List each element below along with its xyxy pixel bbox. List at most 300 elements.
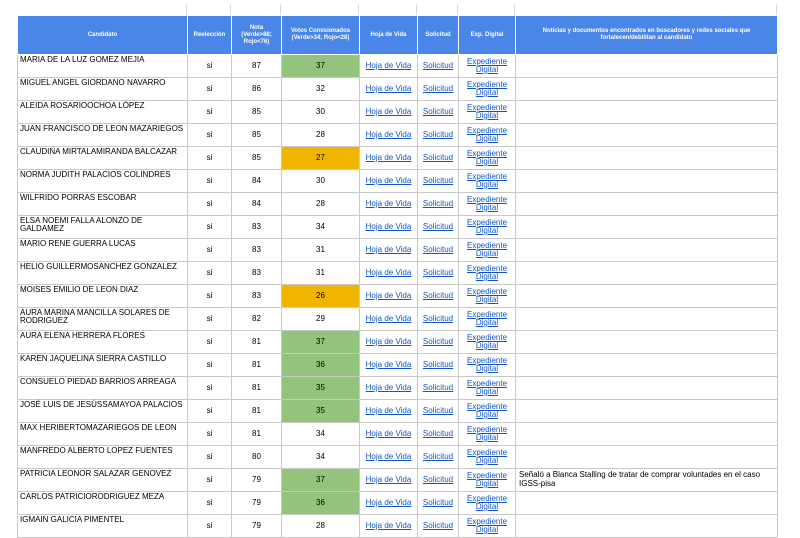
exp-digital-link[interactable]: [467, 195, 507, 212]
exp-digital-cell: [459, 515, 516, 538]
solicitud-cell: [418, 147, 459, 170]
solicitud-cell: [418, 216, 459, 239]
exp-digital-line2: Digital: [475, 111, 499, 120]
exp-digital-line1: Expediente: [466, 425, 508, 434]
candidate-name[interactable]: CARLOS PATRICIORODRIGUEZ MEZA: [18, 492, 188, 515]
exp-digital-line1: Expediente: [466, 379, 508, 388]
exp-digital-cell: [459, 147, 516, 170]
header-reeleccion[interactable]: Reelección: [188, 16, 232, 55]
solicitud-cell: [418, 170, 459, 193]
news-cell[interactable]: [516, 170, 778, 193]
hoja-de-vida-cell: [360, 239, 418, 262]
candidate-name[interactable]: KAREN JAQUELINA SIERRA CASTILLO: [18, 354, 188, 377]
hoja-de-vida-link[interactable]: Hoja de Vida: [365, 498, 412, 507]
exp-digital-line2: Digital: [475, 134, 499, 143]
exp-digital-link[interactable]: [467, 264, 507, 281]
candidate-name[interactable]: MIGUEL ANGEL GIORDANO NAVARRO: [18, 78, 188, 101]
hoja-de-vida-link[interactable]: Hoja de Vida: [365, 337, 412, 346]
hoja-de-vida-link[interactable]: Hoja de Vida: [365, 84, 412, 93]
solicitud-link[interactable]: Solicitud: [422, 291, 454, 300]
exp-digital-line2: Digital: [475, 433, 499, 442]
news-cell[interactable]: [516, 354, 778, 377]
reeleccion-value[interactable]: si: [188, 170, 232, 193]
header-noticias[interactable]: Noticias y documentos encontrados en buscadores y redes sociales que fortalecen/debilitan al candidato: [516, 16, 778, 55]
candidate-name[interactable]: MOISES EMILIO DE LEON DIAZ: [18, 285, 188, 308]
votos-value[interactable]: 34: [282, 216, 360, 239]
exp-digital-link[interactable]: [467, 402, 507, 419]
hoja-de-vida-cell: [360, 78, 418, 101]
exp-digital-line1: Expediente: [466, 126, 508, 135]
hoja-de-vida-cell: [360, 216, 418, 239]
solicitud-cell: [418, 78, 459, 101]
exp-digital-line1: Expediente: [466, 218, 508, 227]
table-row: [18, 78, 778, 101]
hoja-de-vida-cell: [360, 308, 418, 331]
news-cell[interactable]: [516, 78, 778, 101]
solicitud-link[interactable]: Solicitud: [422, 61, 454, 70]
nota-value[interactable]: 79: [232, 492, 282, 515]
candidate-name[interactable]: MARIO RENE GUERRA LUCAS: [18, 239, 188, 262]
hoja-de-vida-link[interactable]: Hoja de Vida: [365, 107, 412, 116]
candidate-name[interactable]: WILFRIDO PORRAS ESCOBAR: [18, 193, 188, 216]
solicitud-cell: [418, 308, 459, 331]
exp-digital-line1: Expediente: [466, 264, 508, 273]
exp-digital-cell: [459, 170, 516, 193]
votos-value[interactable]: 28: [282, 515, 360, 538]
table-row: [18, 469, 778, 492]
reeleccion-value[interactable]: si: [188, 147, 232, 170]
exp-digital-line2: Digital: [475, 88, 499, 97]
solicitud-link[interactable]: Solicitud: [422, 268, 454, 277]
exp-digital-link[interactable]: [467, 57, 507, 74]
exp-digital-cell: [459, 308, 516, 331]
hoja-de-vida-link[interactable]: Hoja de Vida: [365, 222, 412, 231]
hoja-de-vida-cell: [360, 515, 418, 538]
solicitud-link[interactable]: Solicitud: [422, 176, 454, 185]
solicitud-link[interactable]: Solicitud: [422, 153, 454, 162]
solicitud-link[interactable]: Solicitud: [422, 429, 454, 438]
candidate-name[interactable]: NORMA JUDITH PALACIOS COLINDRES: [18, 170, 188, 193]
exp-digital-link[interactable]: [467, 494, 507, 511]
header-row: [18, 16, 778, 55]
nota-value[interactable]: 85: [232, 147, 282, 170]
hoja-de-vida-link[interactable]: Hoja de Vida: [365, 429, 412, 438]
exp-digital-cell: [459, 216, 516, 239]
hoja-de-vida-cell: [360, 147, 418, 170]
candidate-name[interactable]: MARIA DE LA LUZ GOMEZ MEJIA: [18, 55, 188, 78]
exp-digital-cell: [459, 239, 516, 262]
votos-value[interactable]: 31: [282, 262, 360, 285]
candidates-table: [17, 15, 778, 538]
hoja-de-vida-link[interactable]: Hoja de Vida: [365, 176, 412, 185]
exp-digital-link[interactable]: [467, 103, 507, 120]
solicitud-cell: [418, 377, 459, 400]
exp-digital-line2: Digital: [475, 341, 499, 350]
reeleccion-value[interactable]: si: [188, 446, 232, 469]
reeleccion-value[interactable]: si: [188, 239, 232, 262]
header-candidato[interactable]: Candidato: [18, 16, 188, 55]
solicitud-link[interactable]: Solicitud: [422, 84, 454, 93]
votos-value[interactable]: 37: [282, 331, 360, 354]
nota-value[interactable]: 81: [232, 400, 282, 423]
table-row: [18, 331, 778, 354]
nota-value[interactable]: 83: [232, 285, 282, 308]
exp-digital-line2: Digital: [475, 272, 499, 281]
exp-digital-line2: Digital: [475, 502, 499, 511]
votos-value[interactable]: 37: [282, 469, 360, 492]
news-cell[interactable]: [516, 101, 778, 124]
solicitud-cell: [418, 193, 459, 216]
exp-digital-link[interactable]: [467, 471, 507, 488]
solicitud-link[interactable]: Solicitud: [422, 383, 454, 392]
solicitud-link[interactable]: Solicitud: [422, 314, 454, 323]
votos-value[interactable]: 34: [282, 423, 360, 446]
hoja-de-vida-link[interactable]: Hoja de Vida: [365, 452, 412, 461]
hoja-de-vida-cell: [360, 331, 418, 354]
nota-value[interactable]: 80: [232, 446, 282, 469]
exp-digital-line1: Expediente: [466, 356, 508, 365]
hoja-de-vida-cell: [360, 446, 418, 469]
candidate-name[interactable]: HELIO GUILLERMOSANCHEZ GONZALEZ: [18, 262, 188, 285]
exp-digital-cell: [459, 423, 516, 446]
exp-digital-cell: [459, 285, 516, 308]
candidate-name[interactable]: IGMAIN GALICIA PIMENTEL: [18, 515, 188, 538]
exp-digital-line1: Expediente: [466, 172, 508, 181]
reeleccion-value[interactable]: si: [188, 377, 232, 400]
hoja-de-vida-link[interactable]: Hoja de Vida: [365, 521, 412, 530]
reeleccion-value[interactable]: si: [188, 308, 232, 331]
nota-value[interactable]: 81: [232, 354, 282, 377]
solicitud-link[interactable]: Solicitud: [422, 452, 454, 461]
nota-value[interactable]: 81: [232, 423, 282, 446]
exp-digital-line1: Expediente: [466, 241, 508, 250]
exp-digital-link[interactable]: [467, 126, 507, 143]
header-hoja-de-vida[interactable]: Hoja de Vida: [360, 16, 418, 55]
exp-digital-line2: Digital: [475, 226, 499, 235]
solicitud-cell: [418, 515, 459, 538]
table-row: [18, 55, 778, 78]
votos-value[interactable]: 36: [282, 354, 360, 377]
exp-digital-cell: [459, 124, 516, 147]
exp-digital-line1: Expediente: [466, 517, 508, 526]
table-row: [18, 285, 778, 308]
nota-value[interactable]: 85: [232, 101, 282, 124]
votos-value[interactable]: 30: [282, 101, 360, 124]
reeleccion-value[interactable]: si: [188, 492, 232, 515]
reeleccion-value[interactable]: si: [188, 285, 232, 308]
votos-value[interactable]: 28: [282, 193, 360, 216]
hoja-de-vida-link[interactable]: Hoja de Vida: [365, 406, 412, 415]
reeleccion-value[interactable]: si: [188, 400, 232, 423]
solicitud-link[interactable]: Solicitud: [422, 130, 454, 139]
nota-value[interactable]: 85: [232, 124, 282, 147]
nota-value[interactable]: 86: [232, 78, 282, 101]
news-cell[interactable]: [516, 308, 778, 331]
news-cell[interactable]: [516, 331, 778, 354]
hoja-de-vida-link[interactable]: Hoja de Vida: [365, 61, 412, 70]
solicitud-link[interactable]: Solicitud: [422, 245, 454, 254]
header-exp-digital[interactable]: Exp. Digital: [459, 16, 516, 55]
solicitud-link[interactable]: Solicitud: [422, 521, 454, 530]
solicitud-link[interactable]: Solicitud: [422, 406, 454, 415]
candidate-name[interactable]: MAX HERIBERTOMAZARIEGOS DE LEON: [18, 423, 188, 446]
hoja-de-vida-cell: [360, 170, 418, 193]
votos-value[interactable]: 35: [282, 400, 360, 423]
exp-digital-link[interactable]: [467, 287, 507, 304]
table-row: [18, 423, 778, 446]
solicitud-link[interactable]: Solicitud: [422, 107, 454, 116]
exp-digital-line1: Expediente: [466, 494, 508, 503]
nota-value[interactable]: 84: [232, 193, 282, 216]
reeleccion-value[interactable]: si: [188, 515, 232, 538]
reeleccion-value[interactable]: si: [188, 55, 232, 78]
header-solicitud[interactable]: Solicitud: [418, 16, 459, 55]
news-cell[interactable]: [516, 492, 778, 515]
exp-digital-line1: Expediente: [466, 471, 508, 480]
news-cell[interactable]: Señaló a Blanca Stalling de tratar de comprar voluntades en el caso IGSS-pisa: [516, 469, 778, 492]
solicitud-link[interactable]: Solicitud: [422, 222, 454, 231]
exp-digital-link[interactable]: [467, 80, 507, 97]
hoja-de-vida-cell: [360, 423, 418, 446]
solicitud-cell: [418, 262, 459, 285]
exp-digital-cell: [459, 492, 516, 515]
news-cell[interactable]: [516, 515, 778, 538]
votos-value[interactable]: 35: [282, 377, 360, 400]
news-cell[interactable]: [516, 377, 778, 400]
exp-digital-line2: Digital: [475, 203, 499, 212]
exp-digital-line2: Digital: [475, 157, 499, 166]
exp-digital-link[interactable]: [467, 379, 507, 396]
exp-digital-link[interactable]: [467, 517, 507, 534]
news-cell[interactable]: [516, 55, 778, 78]
news-cell[interactable]: [516, 423, 778, 446]
table-row: [18, 262, 778, 285]
exp-digital-link[interactable]: [467, 356, 507, 373]
exp-digital-cell: [459, 331, 516, 354]
hoja-de-vida-cell: [360, 55, 418, 78]
table-row: [18, 400, 778, 423]
votos-value[interactable]: 28: [282, 124, 360, 147]
solicitud-link[interactable]: Solicitud: [422, 337, 454, 346]
nota-value[interactable]: 83: [232, 216, 282, 239]
exp-digital-line1: Expediente: [466, 103, 508, 112]
nota-value[interactable]: 82: [232, 308, 282, 331]
hoja-de-vida-cell: [360, 193, 418, 216]
exp-digital-link[interactable]: [467, 172, 507, 189]
solicitud-cell: [418, 239, 459, 262]
hoja-de-vida-cell: [360, 377, 418, 400]
exp-digital-line2: Digital: [475, 318, 499, 327]
reeleccion-value[interactable]: si: [188, 354, 232, 377]
exp-digital-cell: [459, 193, 516, 216]
candidate-name[interactable]: AURA MARINA MANCILLA SOLARES DE RODRIGUEZ: [18, 308, 188, 331]
solicitud-cell: [418, 124, 459, 147]
hoja-de-vida-link[interactable]: Hoja de Vida: [365, 314, 412, 323]
votos-value[interactable]: 26: [282, 285, 360, 308]
exp-digital-line1: Expediente: [466, 149, 508, 158]
votos-value[interactable]: 29: [282, 308, 360, 331]
solicitud-cell: [418, 469, 459, 492]
exp-digital-link[interactable]: [467, 333, 507, 350]
solicitud-link[interactable]: Solicitud: [422, 199, 454, 208]
exp-digital-cell: [459, 78, 516, 101]
exp-digital-line1: Expediente: [466, 57, 508, 66]
nota-value[interactable]: 83: [232, 262, 282, 285]
table-row: [18, 193, 778, 216]
reeleccion-value[interactable]: si: [188, 331, 232, 354]
hoja-de-vida-link[interactable]: Hoja de Vida: [365, 475, 412, 484]
votos-value[interactable]: 27: [282, 147, 360, 170]
votos-value[interactable]: 34: [282, 446, 360, 469]
solicitud-cell: [418, 101, 459, 124]
nota-value[interactable]: 81: [232, 377, 282, 400]
candidate-name[interactable]: JUAN FRANCISCO DE LEON MAZARIEGOS: [18, 124, 188, 147]
exp-digital-link[interactable]: [467, 310, 507, 327]
hoja-de-vida-link[interactable]: Hoja de Vida: [365, 199, 412, 208]
nota-value[interactable]: 79: [232, 469, 282, 492]
hoja-de-vida-cell: [360, 469, 418, 492]
hoja-de-vida-cell: [360, 492, 418, 515]
solicitud-cell: [418, 492, 459, 515]
news-cell[interactable]: [516, 446, 778, 469]
reeleccion-value[interactable]: si: [188, 469, 232, 492]
exp-digital-line2: Digital: [475, 65, 499, 74]
reeleccion-value[interactable]: si: [188, 193, 232, 216]
exp-digital-link[interactable]: [467, 448, 507, 465]
news-cell[interactable]: [516, 262, 778, 285]
table-row: [18, 308, 778, 331]
exp-digital-cell: [459, 354, 516, 377]
candidate-name[interactable]: JOSÉ LUIS DE JESÚSSAMAYOA PALACIOS: [18, 400, 188, 423]
solicitud-link[interactable]: Solicitud: [422, 498, 454, 507]
exp-digital-line2: Digital: [475, 479, 499, 488]
exp-digital-cell: [459, 262, 516, 285]
candidate-name[interactable]: ELSA NOEMI FALLA ALONZO DE GALDAMEZ: [18, 216, 188, 239]
solicitud-cell: [418, 354, 459, 377]
reeleccion-value[interactable]: si: [188, 216, 232, 239]
news-cell[interactable]: [516, 239, 778, 262]
table-row: [18, 124, 778, 147]
exp-digital-line1: Expediente: [466, 333, 508, 342]
exp-digital-line2: Digital: [475, 249, 499, 258]
nota-value[interactable]: 84: [232, 170, 282, 193]
news-cell[interactable]: [516, 285, 778, 308]
table-row: [18, 101, 778, 124]
exp-digital-line2: Digital: [475, 387, 499, 396]
news-cell[interactable]: [516, 147, 778, 170]
exp-digital-cell: [459, 400, 516, 423]
votos-value[interactable]: 36: [282, 492, 360, 515]
hoja-de-vida-link[interactable]: Hoja de Vida: [365, 268, 412, 277]
candidate-name[interactable]: CONSUELO PIEDAD BARRIOS ARREAGA: [18, 377, 188, 400]
nota-value[interactable]: 81: [232, 331, 282, 354]
reeleccion-value[interactable]: si: [188, 124, 232, 147]
hoja-de-vida-link[interactable]: Hoja de Vida: [365, 383, 412, 392]
exp-digital-cell: [459, 377, 516, 400]
votos-value[interactable]: 31: [282, 239, 360, 262]
exp-digital-line2: Digital: [475, 295, 499, 304]
hoja-de-vida-link[interactable]: Hoja de Vida: [365, 153, 412, 162]
table-row: [18, 170, 778, 193]
table-row: [18, 216, 778, 239]
candidate-name[interactable]: CLAUDINA MIRTALAMIRANDA BALCAZAR: [18, 147, 188, 170]
hoja-de-vida-cell: [360, 354, 418, 377]
solicitud-cell: [418, 285, 459, 308]
exp-digital-link[interactable]: [467, 425, 507, 442]
table-row: [18, 377, 778, 400]
news-cell[interactable]: [516, 124, 778, 147]
nota-value[interactable]: 87: [232, 55, 282, 78]
solicitud-link[interactable]: Solicitud: [422, 360, 454, 369]
exp-digital-line2: Digital: [475, 456, 499, 465]
news-cell[interactable]: [516, 400, 778, 423]
solicitud-cell: [418, 331, 459, 354]
table-body: [18, 55, 778, 538]
exp-digital-line1: Expediente: [466, 80, 508, 89]
table-row: [18, 239, 778, 262]
hoja-de-vida-link[interactable]: Hoja de Vida: [365, 245, 412, 254]
hoja-de-vida-link[interactable]: Hoja de Vida: [365, 130, 412, 139]
exp-digital-line2: Digital: [475, 410, 499, 419]
news-cell[interactable]: [516, 193, 778, 216]
solicitud-link[interactable]: Solicitud: [422, 475, 454, 484]
hoja-de-vida-cell: [360, 285, 418, 308]
candidate-name[interactable]: MANFREDO ALBERTO LOPEZ FUENTES: [18, 446, 188, 469]
exp-digital-cell: [459, 101, 516, 124]
nota-value[interactable]: 79: [232, 515, 282, 538]
candidate-name[interactable]: PATRICIA LEONOR SALAZAR GENOVEZ: [18, 469, 188, 492]
exp-digital-line1: Expediente: [466, 287, 508, 296]
votos-value[interactable]: 32: [282, 78, 360, 101]
hoja-de-vida-link[interactable]: Hoja de Vida: [365, 291, 412, 300]
exp-digital-cell: [459, 55, 516, 78]
exp-digital-line1: Expediente: [466, 448, 508, 457]
reeleccion-value[interactable]: si: [188, 78, 232, 101]
hoja-de-vida-cell: [360, 400, 418, 423]
news-cell[interactable]: [516, 216, 778, 239]
exp-digital-link[interactable]: [467, 149, 507, 166]
reeleccion-value[interactable]: si: [188, 262, 232, 285]
hoja-de-vida-cell: [360, 101, 418, 124]
hoja-de-vida-cell: [360, 124, 418, 147]
header-nota[interactable]: Nota (Verde>88; Rojo<76): [232, 16, 282, 55]
solicitud-cell: [418, 55, 459, 78]
solicitud-cell: [418, 423, 459, 446]
header-votos[interactable]: Votos Comisionados (Verde>34; Rojo<28): [282, 16, 360, 55]
reeleccion-value[interactable]: si: [188, 423, 232, 446]
votos-value[interactable]: 30: [282, 170, 360, 193]
hoja-de-vida-cell: [360, 262, 418, 285]
exp-digital-link[interactable]: [467, 241, 507, 258]
candidate-name[interactable]: AURA ELENA HERRERA FLORES: [18, 331, 188, 354]
votos-value[interactable]: 37: [282, 55, 360, 78]
nota-value[interactable]: 83: [232, 239, 282, 262]
solicitud-cell: [418, 400, 459, 423]
exp-digital-line2: Digital: [475, 364, 499, 373]
table-row: [18, 147, 778, 170]
exp-digital-line1: Expediente: [466, 195, 508, 204]
exp-digital-line2: Digital: [475, 180, 499, 189]
exp-digital-line2: Digital: [475, 525, 499, 534]
exp-digital-cell: [459, 469, 516, 492]
reeleccion-value[interactable]: si: [188, 101, 232, 124]
table-row: [18, 354, 778, 377]
exp-digital-line1: Expediente: [466, 402, 508, 411]
exp-digital-cell: [459, 446, 516, 469]
candidate-name[interactable]: ALEIDA ROSARIOOCHOA LÓPEZ: [18, 101, 188, 124]
exp-digital-link[interactable]: [467, 218, 507, 235]
hoja-de-vida-link[interactable]: Hoja de Vida: [365, 360, 412, 369]
